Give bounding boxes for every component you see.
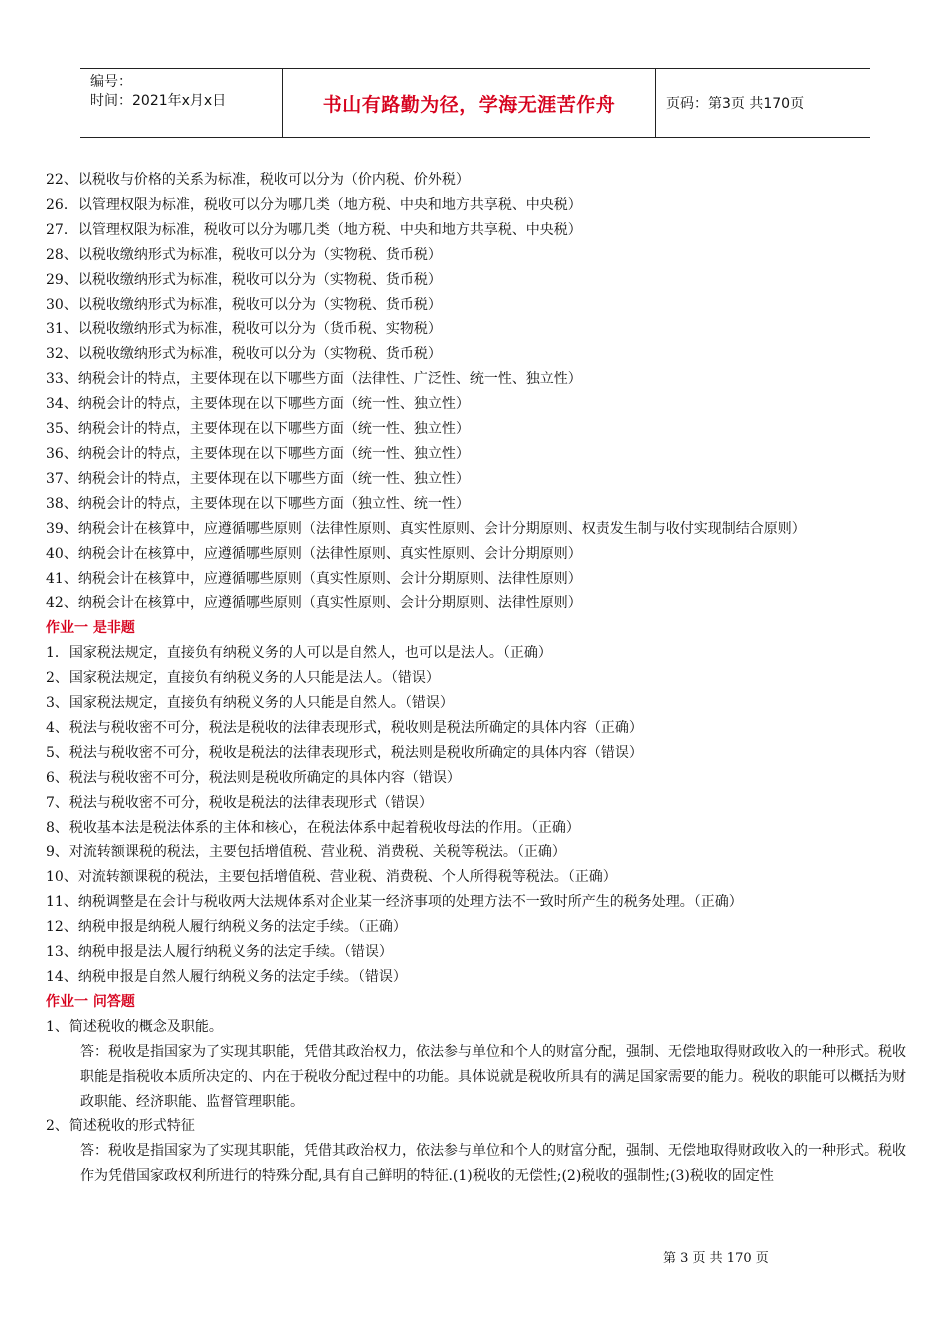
page-footer: 第 3 页 共 170 页 xyxy=(663,1251,769,1266)
list-item: 22、以税收与价格的关系为标准，税收可以分为（价内税、价外税） xyxy=(46,172,470,188)
section-title-qa: 作业一 问答题 xyxy=(46,993,135,1010)
list-item: 39、纳税会计在核算中，应遵循哪些原则（法律性原则、真实性原则、会计分期原则、权责发生制与收付实现制结合原则） xyxy=(46,520,806,537)
list-item: 8、税收基本法是税法体系的主体和核心，在税法体系中起着税收母法的作用。（正确） xyxy=(46,819,580,836)
list-item: 31、以税收缴纳形式为标准，税收可以分为（货币税、实物税） xyxy=(46,321,442,338)
list-item: 11、纳税调整是在会计与税收两大法规体系对企业某一经济事项的处理方法不一致时所产生的税务处理。（正确） xyxy=(46,894,743,911)
list-item: 14、纳税申报是自然人履行纳税义务的法定手续。（错误） xyxy=(46,969,407,985)
list-item: 35、纳税会计的特点，主要体现在以下哪些方面（统一性、独立性） xyxy=(46,421,470,438)
answer: 答：税收是指国家为了实现其职能，凭借其政治权力，依法参与单位和个人的财富分配，强制、无偿地取得财政收入的一种形式。税收职能是指税收本质所决定的、内在于税收分配过程中的功能。具体说就是税收所具有的满足国家需要的能力。税收的职能可以概括为财政职能、经济职能、监督管理职能。 xyxy=(80,1043,906,1110)
list-item: 12、纳税申报是纳税人履行纳税义务的法定手续。（正确） xyxy=(46,919,407,936)
list-item: 42、纳税会计在核算中，应遵循哪些原则（真实性原则、会计分期原则、法律性原则） xyxy=(46,595,582,612)
list-item: 2、国家税法规定，直接负有纳税义务的人只能是法人。（错误） xyxy=(46,670,440,687)
list-item: 1．国家税法规定，直接负有纳税义务的人可以是自然人，也可以是法人。（正确） xyxy=(46,645,552,662)
list-item: 28、以税收缴纳形式为标准，税收可以分为（实物税、货币税） xyxy=(46,246,442,263)
list-item: 9、对流转额课税的税法，主要包括增值税、营业税、消费税、关税等税法。（正确） xyxy=(46,844,566,861)
list-item: 30、以税收缴纳形式为标准，税收可以分为（实物税、货币税） xyxy=(46,296,442,313)
qa-list xyxy=(46,1015,908,1189)
list-item: 34、纳税会计的特点，主要体现在以下哪些方面（统一性、独立性） xyxy=(46,396,470,413)
list-item: 36、纳税会计的特点，主要体现在以下哪些方面（统一性、独立性） xyxy=(46,445,470,462)
question: 2、简述税收的形式特征 xyxy=(46,1118,195,1135)
number-label: 编号： xyxy=(90,74,132,90)
list-item: 13、纳税申报是法人履行纳税义务的法定手续。（错误） xyxy=(46,944,393,961)
list-item: 3、国家税法规定，直接负有纳税义务的人只能是自然人。（错误） xyxy=(46,695,454,712)
list-item: 6、税法与税收密不可分，税法则是税收所确定的具体内容（错误） xyxy=(46,769,461,786)
list-item: 7、税法与税收密不可分，税收是税法的法律表现形式（错误） xyxy=(46,794,433,811)
answer: 答：税收是指国家为了实现其职能，凭借其政治权力，依法参与单位和个人的财富分配，强制、无偿地取得财政收入的一种形式。税收作为凭借国家政权利所进行的特殊分配,具有自己鲜明的特征.(1)税收的无偿性;(2)税收的强制性;(3)税收的固定性 xyxy=(80,1143,906,1185)
list-item: 40、纳税会计在核算中，应遵循哪些原则（法律性原则、真实性原则、会计分期原则） xyxy=(46,545,582,562)
section-title-true-false: 作业一 是非题 xyxy=(46,620,135,637)
list-item: 26．以管理权限为标准，税收可以分为哪几类（地方税、中央和地方共享税、中央税） xyxy=(46,196,582,213)
list-item: 38、纳税会计的特点，主要体现在以下哪些方面（独立性、统一性） xyxy=(46,495,470,512)
list-item: 10、对流转额课税的税法，主要包括增值税、营业税、消费税、个人所得税等税法。（正确） xyxy=(46,869,617,886)
choice-answers-list xyxy=(46,168,908,616)
list-item: 29、以税收缴纳形式为标准，税收可以分为（实物税、货币税） xyxy=(46,271,442,288)
header-motto: 书山有路勤为径，学海无涯苦作舟 xyxy=(282,69,656,137)
list-item: 33、纳税会计的特点，主要体现在以下哪些方面（法律性、广泛性、统一性、独立性） xyxy=(46,371,582,388)
question: 1、简述税收的概念及职能。 xyxy=(46,1018,223,1035)
list-item: 41、纳税会计在核算中，应遵循哪些原则（真实性原则、会计分期原则、法律性原则） xyxy=(46,570,582,587)
document-body xyxy=(46,168,908,1189)
list-item: 27．以管理权限为标准，税收可以分为哪几类（地方税、中央和地方共享税、中央税） xyxy=(46,221,582,238)
header-page-info: 页码：第3页 共170页 xyxy=(666,96,805,112)
list-item: 5、税法与税收密不可分，税收是税法的法律表现形式，税法则是税收所确定的具体内容（错误） xyxy=(46,744,643,761)
page-header xyxy=(80,68,870,138)
list-item: 37、纳税会计的特点，主要体现在以下哪些方面（统一性、独立性） xyxy=(46,470,470,487)
time-label: 时间：2021年x月x日 xyxy=(90,93,227,109)
header-meta xyxy=(80,69,282,137)
list-item: 32、以税收缴纳形式为标准，税收可以分为（实物税、货币税） xyxy=(46,346,442,363)
list-item: 4、税法与税收密不可分，税法是税收的法律表现形式，税收则是税法所确定的具体内容（正确） xyxy=(46,719,643,736)
true-false-list xyxy=(46,641,908,990)
